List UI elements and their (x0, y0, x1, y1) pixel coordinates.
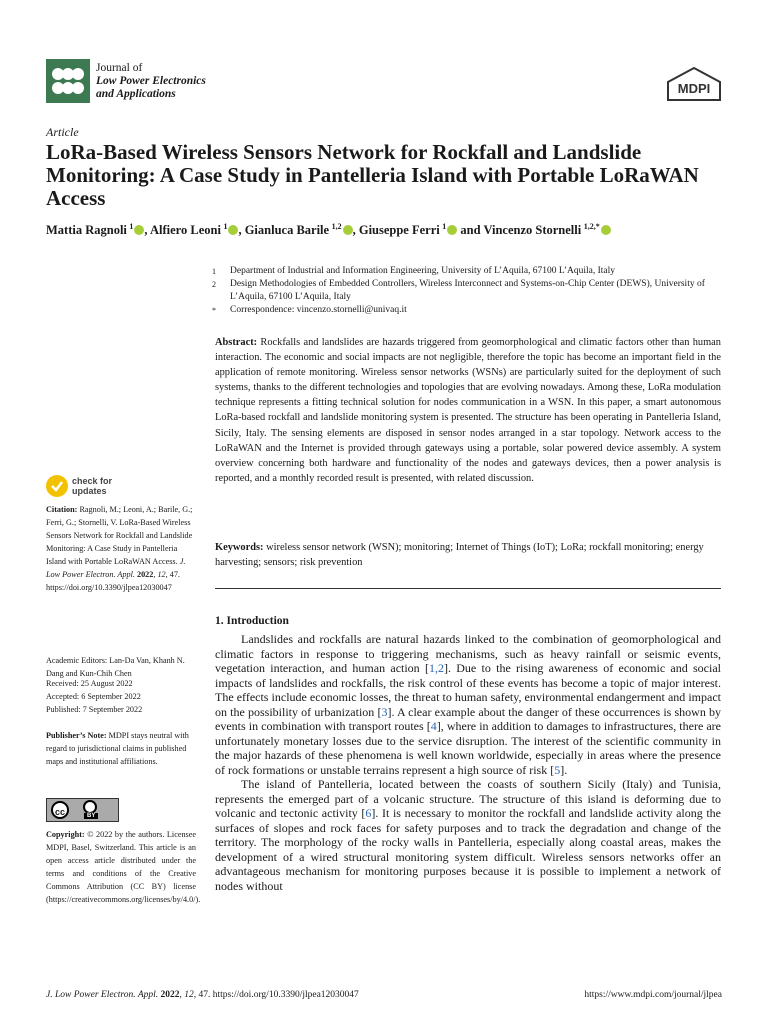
check-line1: check for (72, 476, 113, 486)
abstract (215, 335, 721, 486)
journal-name (96, 62, 206, 101)
journal-name-line2: Low Power Electronics (96, 75, 206, 87)
affiliations (212, 265, 732, 317)
citation-link[interactable]: 5 (554, 762, 561, 777)
author-list: Mattia Ragnoli $^1$ , Alfiero Leoni $^1$ , Gianluca Barile $^{1,2}$ , Giuseppe Ferri $^1$ and Vincenzo Stornelli $^{1,2,*}$ (46, 222, 746, 238)
journal-name-line1: Journal of (96, 62, 143, 74)
author[interactable]: Alfiero Leoni $^1$ (150, 223, 238, 237)
citation-link[interactable]: 6 (365, 806, 372, 820)
affiliation-item: 1 Department of Industrial and Information Engineering, University of L’Aquila, 67100 L’Aquila, Italy (212, 266, 616, 276)
citation-link[interactable]: 4 (430, 719, 437, 733)
keywords (215, 540, 721, 570)
keywords-text: wireless sensor network (WSN); monitoring; Internet of Things (IoT); LoRa; rockfall monitoring; energy harvesting; sensors; risk prevention (215, 542, 704, 569)
author[interactable]: Giuseppe Ferri $^1$ (359, 223, 457, 237)
orcid-icon[interactable] (447, 225, 457, 235)
orcid-icon[interactable] (601, 225, 611, 235)
check-line2: updates (72, 486, 107, 496)
mdpi-logo-text: MDPI (677, 81, 711, 96)
academic-editors: Academic Editors: Lan-Da Van, Khanh N. Dang and Kun-Chih Chen (46, 656, 185, 678)
published-date: Published: 7 September 2022 (46, 705, 143, 714)
accepted-date: Accepted: 6 September 2022 (46, 692, 141, 701)
cc-by-label: BY (84, 813, 98, 819)
copyright-block: Copyright: © 2022 by the authors. Licensee MDPI, Basel, Switzerland. This article is an open access article distributed under the terms and conditions of the Creative Commons Attribution (CC BY) license (https://creativecommons.org/licenses/by/4.0/). (46, 830, 201, 904)
journal-logo-icon (46, 59, 90, 103)
section-heading: 1. Introduction (215, 615, 289, 627)
article-type: Article (46, 125, 79, 139)
orcid-icon[interactable] (228, 225, 238, 235)
abstract-label: Abstract: (215, 337, 258, 348)
journal-name-line3: and Applications (96, 88, 176, 100)
author[interactable]: Mattia Ragnoli $^1$ (46, 223, 144, 237)
citation-link[interactable]: 3 (381, 704, 388, 719)
dates-block (46, 677, 196, 716)
footer-citation: J. Low Power Electron. Appl. 2022, 12, 47. https://doi.org/10.3390/jlpea12030047 (46, 990, 359, 1000)
section-divider (215, 588, 721, 589)
person-icon (83, 800, 97, 814)
abstract-text: Rockfalls and landslides are hazards triggered from geomorphological and climatic factors other than human interaction. The economic and social impacts are not negligible, therefore the topic has become an important field in the application of remote monitoring. Wireless sensor networks (WSNs) are particularly suited for the deployment of such systems, thanks to the different technologies and topologies that are evolving nowadays. Among these, LoRa modulation technique represents a fitting technical solution for nodes communication in a WSN. In this paper, a smart autonomous LoRa-based rockfall and landslide monitoring system is presented. The structure has been operating in Pantelleria Island, Sicily, Italy. The sensing elements are disposed in sensor nodes arranged in a star topology. Network access to the LoRaWAN and the Internet is provided through gateways using a portable, solar powered device assembly. A system overview concerning both hardware and functionality of the nodes and gateways devices, then a power analysis is reported, and a monthly recorded result is presented, with related discussion. (215, 337, 721, 484)
paragraph: Landslides and rockfalls are natural hazards linked to the combination of geomorphological and climatic factors in response to triggering mechanisms, such as heavy rainfall or seismic events, vegetation interaction, and human action [1,2]. Due to the rising awareness of economic and social impacts of landslides and rockfalls, the risk control of these events has become a topic of major interest. The effects include economic losses, the threat to human safety, environmental endangerment and impact on the possibility of urbanization [3]. A clear example about the danger of these occurrences is shown by events in combination with transport routes [4], where in addition to damages to infrastructures, there are unfortunately monetary losses due to the service disruption. The interest of the scientific community in the major hazards of these phenomena is well known worldwide, especially in areas where the presence of rock formations or unstable terrains represent a high source of risk [5]. (215, 632, 722, 777)
citation-block: Citation: Ragnoli, M.; Leoni, A.; Barile, G.; Ferri, G.; Stornelli, V. LoRa-Based Wireless Sensors Network for Rockfall and Landslide Monitoring: A Case Study in Pantelleria Island with Portable LoRaWAN Access. J. Low Power Electron. Appl. 2022, 12, 47. https://doi.org/10.3390/jlpea12030047 (46, 505, 193, 592)
orcid-icon[interactable] (134, 225, 144, 235)
citation-link[interactable]: 1,2 (428, 661, 444, 675)
mdpi-logo-icon (666, 66, 722, 102)
mdpi-logo (666, 66, 722, 102)
journal-logo (46, 59, 90, 103)
article-title: LoRa-Based Wireless Sensors Network for Rockfall and Landslide Monitoring: A Case Study in Pantelleria Island with Portable LoRaWAN Access (46, 140, 699, 210)
publisher-note: Publisher’s Note: MDPI stays neutral with regard to jurisdictional claims in published maps and institutional affiliations. (46, 731, 189, 766)
received-date: Received: 25 August 2022 (46, 679, 133, 688)
check-for-updates[interactable] (46, 475, 196, 499)
cc-icon: cc (51, 801, 69, 819)
paragraph: The island of Pantelleria, located between the coasts of southern Sicily (Italy) and Tunisia, represents the emerged part of a volcanic structure. The structure of this island is deforming due to volcanic and tectonic activity [6]. It is necessary to monitor the rockfall and landslide activity along the surfaces of slopes and rock faces for safety purposes and to track the degradation and change of the territory. The morphology of the rocky walls in Pantelleria, especially along coastal areas, makes the development of a wired structural monitoring system difficult. Wireless sensors networks offer an advantageous mechanism for monitoring purposes because it is possible to implement a network of nodes without (215, 777, 722, 893)
affiliation-item: 2 Design Methodologies of Embedded Controllers, Wireless Interconnect and Systems-on-Chip Center (DEWS), University of L’Aquila, 67100 L’Aquila, Italy (212, 279, 705, 302)
cc-by-license-badge[interactable] (46, 798, 119, 822)
affiliation-item: * Correspondence: vincenzo.stornelli@univaq.it (212, 305, 407, 315)
introduction-body (215, 632, 721, 893)
author[interactable]: Gianluca Barile $^{1,2}$ (245, 223, 353, 237)
footer-journal-url[interactable]: https://www.mdpi.com/journal/jlpea (584, 990, 722, 1000)
keywords-label: Keywords: (215, 542, 264, 553)
orcid-icon[interactable] (343, 225, 353, 235)
author[interactable]: Vincenzo Stornelli $^{1,2,*}$ (483, 223, 610, 237)
check-updates-icon (46, 475, 68, 497)
